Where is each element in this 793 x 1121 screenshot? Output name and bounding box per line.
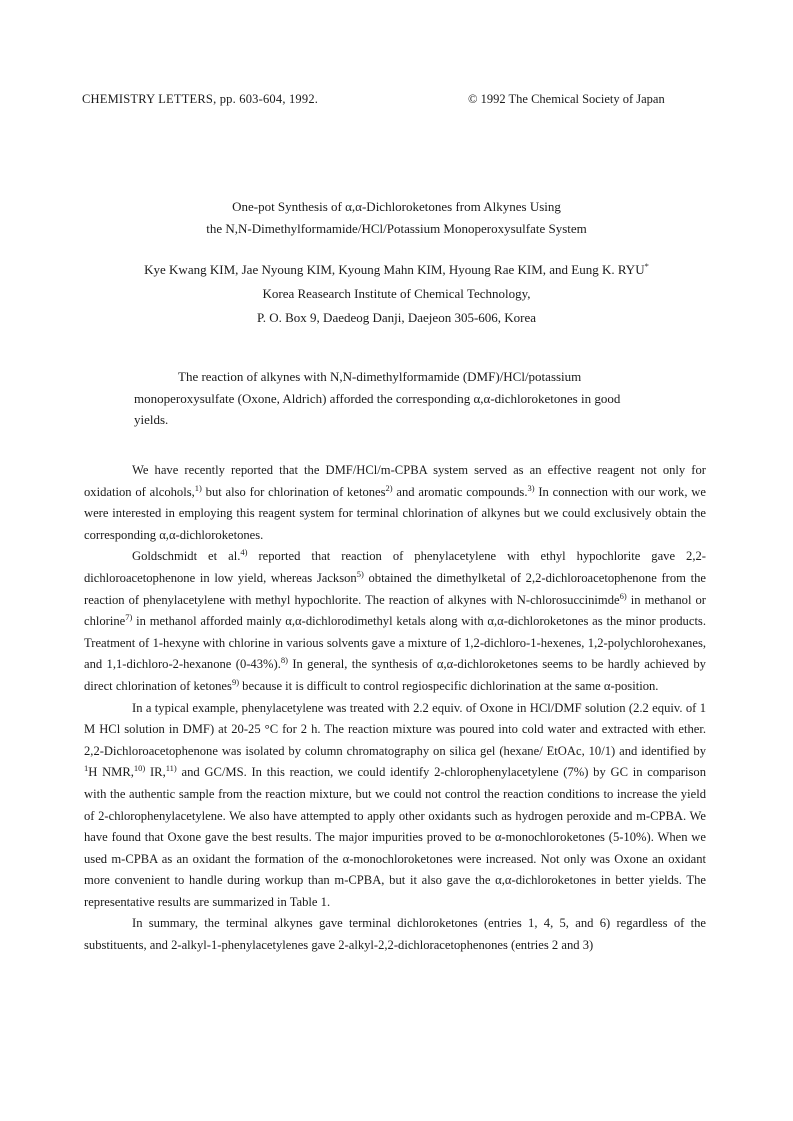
abstract (134, 366, 654, 431)
text-run: and aromatic compounds. (392, 484, 528, 499)
abstract-line-2: monoperoxysulfate (Oxone, Aldrich) afforded the corresponding α,α-dichloroketones in (134, 390, 592, 406)
reference-11: 11) (165, 763, 177, 774)
reference-7: 7) (125, 612, 133, 623)
text-run: in methanol afforded mainly α,α-dichlorodimethyl ketals along with α,α-dichloroketones as the minor products. Treatment of 1-hexyne with chlorine in various solvents gave a mixture of 1,2-dichloro-1-hexenes, 1,2-polychlorohexanes, and 1,1-dichloro-2-hexanone (0-43%). (84, 614, 706, 672)
reference-5: 5) (356, 568, 364, 579)
reference-1: 1) (194, 482, 202, 493)
reference-10: 10) (133, 763, 146, 774)
text-run: but also for chlorination of ketones (201, 484, 386, 499)
author-list: Kye Kwang KIM, Jae Nyoung KIM, Kyoung Mahn KIM, Hyoung Rae KIM, and Eung K. RYU (144, 262, 645, 277)
article-title (0, 196, 793, 240)
corresponding-author-mark: * (644, 261, 649, 271)
copyright-notice: © 1992 The Chemical Society of Japan (468, 92, 665, 106)
text-run: In a typical example, phenylacetylene was treated with 2.2 equiv. of Oxone in HCl/DMF solution (2.2 equiv. of 1 M HCl solution in DMF) at 20-25 °C for 2 h. The reaction mixture was poured into cold water and extracted with ether. 2,2-Dichloroacetophenone was isolated by column chromatography on silica gel (hexane/ EtOAc, 10/1) and identified by (84, 700, 706, 758)
paragraph-2 (84, 546, 706, 697)
text-run: obtained the dimethylketal of 2,2-dichloroacetophenone from the reaction of phenylacetylene with methyl hypochlorite. The reaction of alkynes with N-chlorosuccinimde (84, 570, 706, 607)
reference-4: 4) (240, 547, 248, 558)
text-run: H NMR, (88, 765, 134, 780)
superscript-1: 1 (84, 763, 89, 774)
text-run: and GC/MS. In this reaction, we could identify 2-chlorophenylacetylene (7%) by GC in comparison with the authentic sample from the reaction mixture, but we could not control the reaction conditions to increase the yield of 2-chlorophenylacetylene. We also have attempted to apply other oxidants such as hydrogen peroxide and m-CPBA. We have found that Oxone gave the best results. The major impurities proved to be α-monochloroketones (5-10%). When we used m-CPBA as an oxidant the formation of the α-monochloroketones were increased. Not only was Oxone an oxidant more convenient to handle during workup than m-CPBA, but it also gave the α,α-dichloroketones in better yields. The representative results are summarized in Table 1. (84, 765, 706, 909)
reference-8: 8) (280, 655, 288, 666)
body-text (84, 460, 706, 957)
author-names (0, 258, 793, 282)
text-run: in methanol or chlorine (84, 592, 706, 629)
title-line-1: One-pot Synthesis of α,α-Dichloroketones from Alkynes Using (232, 199, 561, 214)
text-run: We have recently reported that the DMF/HCl/m-CPBA system served as an effective reagent not only for oxidation of alcohols, (84, 463, 706, 499)
text-run: In general, the synthesis of α,α-dichloroketones seems to be hardly achieved by direct chlorination of ketones (84, 657, 706, 693)
text-run: reported that reaction of phenylacetylene with ethyl hypochlorite gave 2,2-dichloroacetophenone in low yield, whereas Jackson (84, 549, 706, 585)
journal-citation: CHEMISTRY LETTERS, pp. 603-604, 1992. (82, 92, 319, 106)
reference-2: 2) (385, 482, 393, 493)
author-block (0, 258, 793, 330)
text-run: In summary, the terminal alkynes gave terminal dichloroketones (entries 1, 4, 5, and 6) regardless of the substituents, and 2-alkyl-1-phenylacetylenes gave 2-alkyl-2,2-dichloracetophenones (entries 2 and 3) (84, 916, 706, 953)
reference-6: 6) (619, 590, 627, 601)
abstract-line-3: good yields. (134, 390, 621, 427)
affiliation-line-1: Korea Reasearch Institute of Chemical Technology, (262, 286, 531, 301)
text-run: because it is difficult to control regiospecific dichlorination at the same α-position. (239, 678, 659, 693)
paragraph-3 (84, 698, 706, 914)
reference-9: 9) (231, 676, 240, 687)
text-run: IR, (145, 765, 166, 780)
text-run: In connection with our work, we were interested in employing this reagent system for terminal chlorination of alkynes but we could exclusively obtain the corresponding α,α-dichloroketones. (84, 484, 706, 542)
title-line-2: the N,N-Dimethylformamide/HCl/Potassium Monoperoxysulfate System (206, 221, 587, 236)
paragraph-1 (84, 460, 706, 546)
text-run: Goldschmidt et al. (132, 549, 241, 564)
abstract-line-1: The reaction of alkynes with N,N-dimethylformamide (DMF)/HCl/potassium (178, 369, 582, 384)
reference-3: 3) (527, 482, 535, 493)
paragraph-4 (84, 913, 706, 956)
affiliation-line-2: P. O. Box 9, Daedeog Danji, Daejeon 305-606, Korea (256, 310, 537, 325)
